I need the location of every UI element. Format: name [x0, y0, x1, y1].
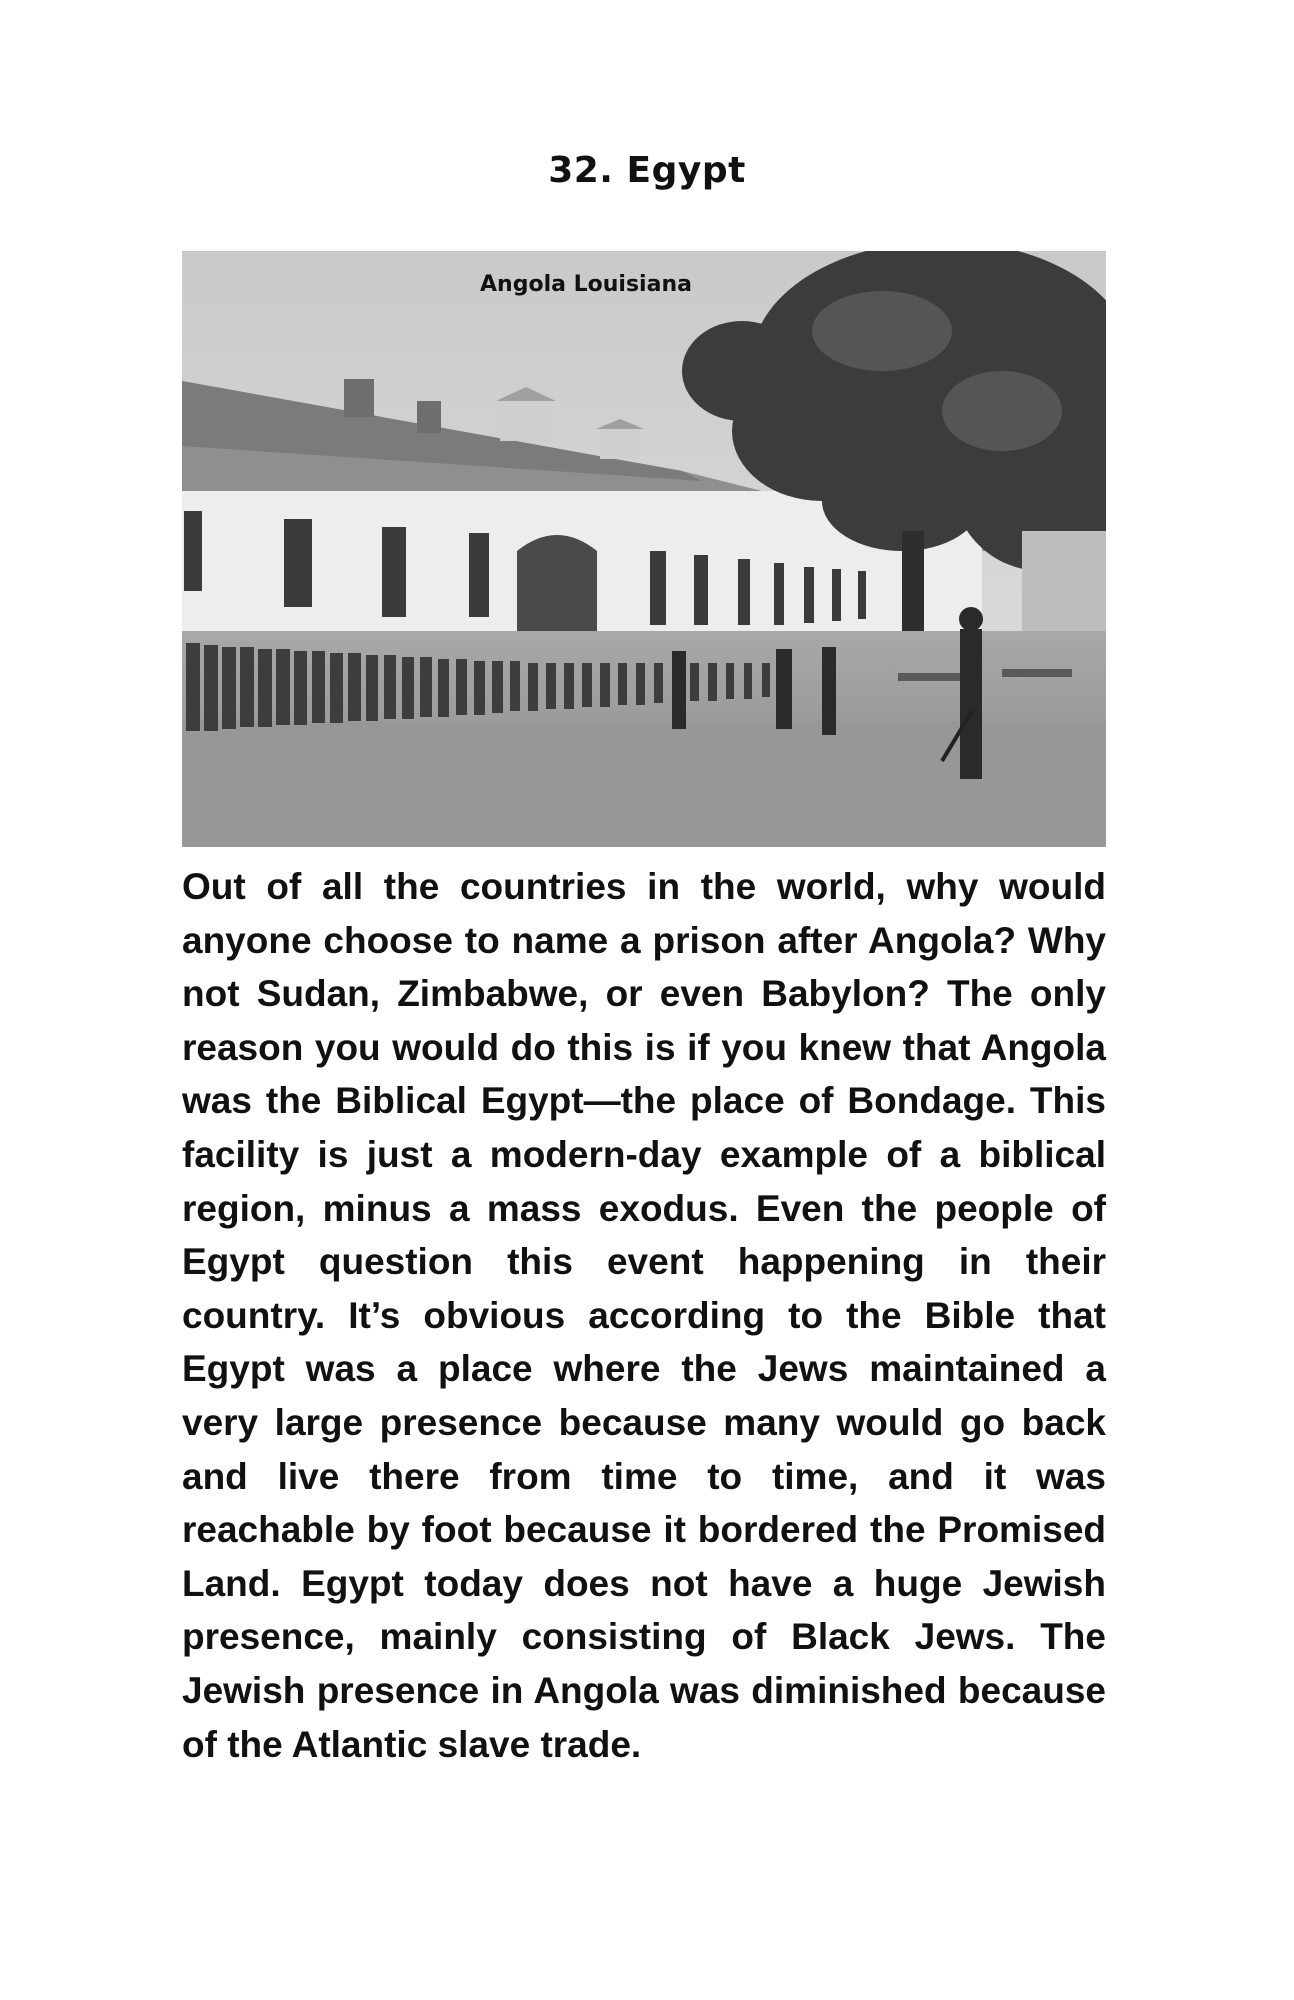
photo-illustration: [182, 251, 1106, 847]
historical-photo: [182, 251, 1106, 847]
body-paragraph: Out of all the countries in the world, why would anyone choose to name a prison after Angola? Why not Sudan, Zimbabwe, or even Babylon? The only reason you would do this is if you knew that Angola was the Biblical Egypt—the place of Bondage. This facility is just a modern-day example of a biblical region, minus a mass exodus. Even the people of Egypt question this event happening in their country. It’s obvious according to the Bible that Egypt was a place where the Jews maintained a very large presence because many would go back and live there from time to time, and it was reachable by foot because it bordered the Promised Land. Egypt today does not have a huge Jewish presence, mainly consisting of Black Jews. The Jewish presence in Angola was diminished because of the Atlantic slave trade.: [182, 866, 1106, 1765]
photo-caption: Angola Louisiana: [480, 272, 692, 297]
page-title: 32. Egypt: [548, 150, 746, 191]
